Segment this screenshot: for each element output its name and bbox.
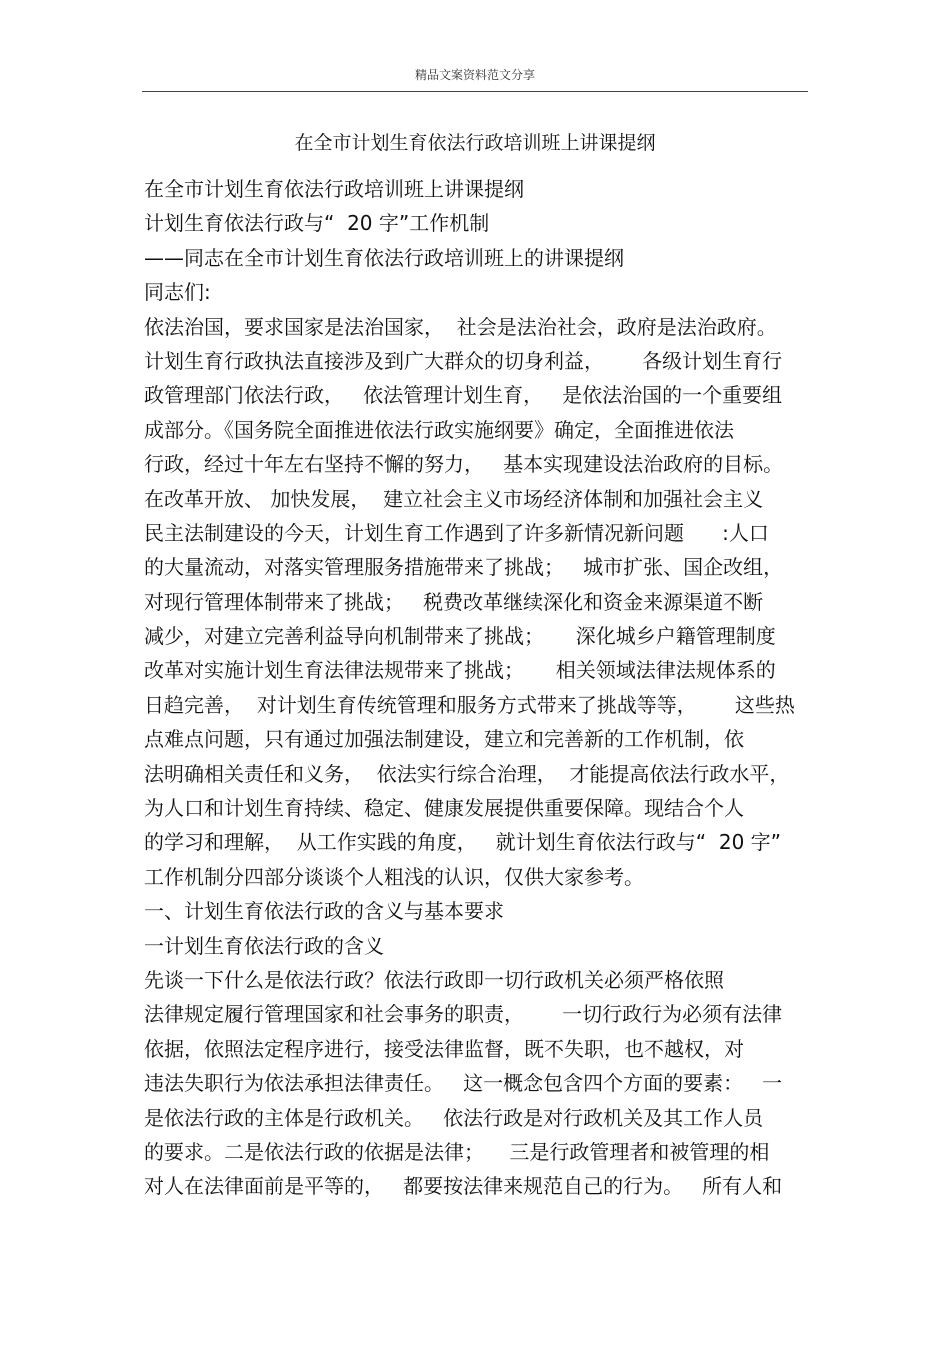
body-line: 法明确相关责任和义务， 依法实行综合治理， 才能提高依法行政水平， bbox=[144, 761, 790, 786]
body-line: 点难点问题，只有通过加强法制建设，建立和完善新的工作机制，依 bbox=[144, 727, 744, 752]
body-line: 计划生育依法行政与“ 20 字”工作机制 bbox=[144, 211, 490, 236]
body-line: 为人口和计划生育持续、稳定、健康发展提供重要保障。现结合个人 bbox=[144, 796, 744, 821]
body-line: 减少，对建立完善利益导向机制带来了挑战； 深化城乡户籍管理制度 bbox=[144, 624, 776, 649]
body-line: 是依法行政的主体是行政机关。 依法行政是对行政机关及其工作人员 bbox=[144, 1105, 764, 1130]
header-divider bbox=[142, 91, 808, 92]
body-line: 改革对实施计划生育法律法规带来了挑战； 相关领域法律法规体系的 bbox=[144, 658, 776, 683]
body-line: 对人在法律面前是平等的， 都要按法律来规范自己的行为。 所有人和 bbox=[144, 1174, 783, 1199]
body-line: 的学习和理解， 从工作实践的角度， 就计划生育依法行政与“ 20 字” bbox=[144, 830, 782, 855]
body-line: 在全市计划生育依法行政培训班上讲课提纲 bbox=[144, 177, 524, 201]
body-line: 对现行管理体制带来了挑战； 税费改革继续深化和资金来源渠道不断 bbox=[144, 589, 764, 614]
body-line: 的要求。二是依法行政的依据是法律； 三是行政管理者和被管理的相 bbox=[144, 1139, 770, 1164]
body-line: 日趋完善， 对计划生育传统管理和服务方式带来了挑战等等， 这些热 bbox=[144, 692, 795, 717]
body-line: 计划生育行政执法直接涉及到广大群众的切身利益， 各级计划生育行 bbox=[144, 348, 783, 373]
body-line: 政管理部门依法行政， 依法管理计划生育， 是依法治国的一个重要组 bbox=[144, 383, 783, 408]
section-heading: 一、计划生育依法行政的含义与基本要求 bbox=[144, 899, 504, 924]
page-header: 精品文案资料范文分享 bbox=[414, 68, 535, 82]
body-line: 法律规定履行管理国家和社会事务的职责， 一切行政行为必须有法律 bbox=[144, 1002, 783, 1027]
body-line: 的大量流动，对落实管理服务措施带来了挑战； 城市扩张、国企改组， bbox=[144, 555, 784, 580]
body-line: 民主法制建设的今天，计划生育工作遇到了许多新情况新问题 :人口 bbox=[144, 520, 769, 545]
body-line: 违法失职行为依法承担法律责任。 这一概念包含四个方面的要素： 一 bbox=[144, 1071, 783, 1096]
body-line: 依法治国，要求国家是法治国家， 社会是法治社会，政府是法治政府。 bbox=[144, 314, 777, 339]
body-line: 成部分。《国务院全面推进依法行政实施纲要》确定，全面推进依法 bbox=[144, 417, 734, 442]
body-line: 先谈一下什么是依法行政？依法行政即一切行政机关必须严格依照 bbox=[144, 967, 724, 992]
body-line: 在改革开放、 加快发展， 建立社会主义市场经济体制和加强社会主义 bbox=[144, 486, 764, 511]
document-title: 在全市计划生育依法行政培训班上讲课提纲 bbox=[294, 132, 656, 154]
subsection-heading: 一计划生育依法行政的含义 bbox=[144, 933, 384, 958]
body-line: ——同志在全市计划生育依法行政培训班上的讲课提纲 bbox=[144, 245, 624, 270]
document-body bbox=[144, 172, 814, 1204]
body-line: 同志们: bbox=[144, 280, 211, 305]
body-line: 工作机制分四部分谈谈个人粗浅的认识，仅供大家参考。 bbox=[144, 864, 644, 889]
body-line: 依据，依照法定程序进行，接受法律监督，既不失职，也不越权，对 bbox=[144, 1036, 744, 1061]
body-line: 行政，经过十年左右坚持不懈的努力， 基本实现建设法治政府的目标。 bbox=[144, 452, 784, 477]
